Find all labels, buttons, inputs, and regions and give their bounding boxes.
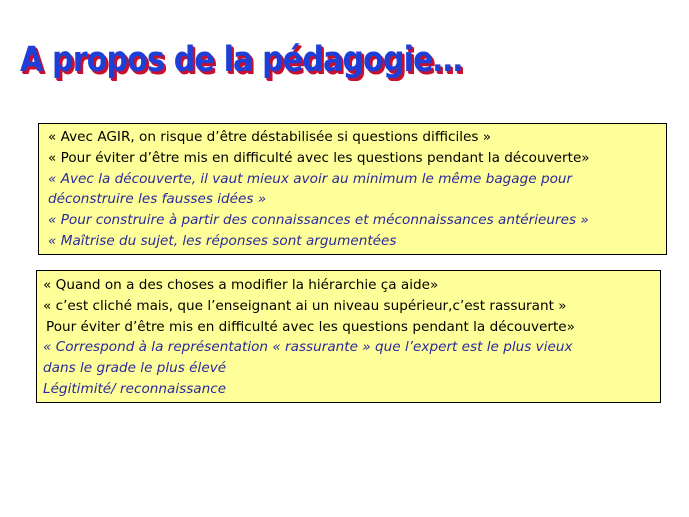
quote-line: « Maîtrise du sujet, les réponses sont argumentées <box>48 232 397 249</box>
quote-box-2 <box>36 270 661 403</box>
quote-line: Légitimité/ reconnaissance <box>43 380 227 397</box>
quote-line: « Quand on a des choses a modifier la hiérarchie ça aide» <box>43 277 439 293</box>
slide-title: A propos de la pédagogie… <box>20 40 462 80</box>
quote-line: « c’est cliché mais, que l’enseignant ai un niveau supérieur,c’est rassurant » <box>43 297 567 314</box>
quote-line: Pour éviter d’être mis en difficulté avec les questions pendant la découverte» <box>46 318 575 335</box>
quote-line: dans le grade le plus élevé <box>43 360 227 377</box>
quote-line: déconstruire les fausses idées » <box>48 191 267 208</box>
quote-line: « Avec la découverte, il vaut mieux avoir au minimum le même bagage pour <box>48 170 573 187</box>
quote-box-1 <box>38 123 667 255</box>
quote-line: « Correspond à la représentation « rassurante » que l’expert est le plus vieux <box>43 339 573 356</box>
quote-line: « Pour éviter d’être mis en difficulté avec les questions pendant la découverte» <box>48 149 590 166</box>
quote-line: « Pour construire à partir des connaissances et méconnaissances antérieures » <box>48 212 589 229</box>
quote-line: « Avec AGIR, on risque d’être déstabilisée si questions difficiles » <box>48 129 492 145</box>
